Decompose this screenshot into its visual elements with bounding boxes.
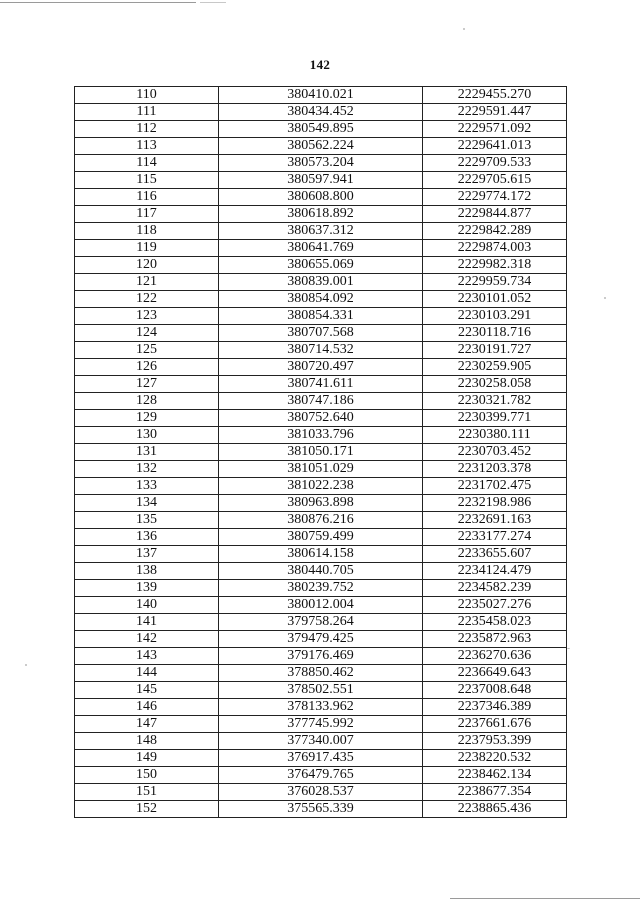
point-number-cell: 118	[75, 223, 219, 240]
x-coordinate-cell: 381051.029	[219, 461, 423, 478]
scan-edge-top	[0, 2, 196, 3]
table-row	[75, 682, 567, 699]
y-coordinate-cell: 2230103.291	[423, 308, 567, 325]
x-coordinate-cell: 380839.001	[219, 274, 423, 291]
table-row	[75, 427, 567, 444]
x-coordinate-cell: 380720.497	[219, 359, 423, 376]
x-coordinate-cell: 376917.435	[219, 750, 423, 767]
y-coordinate-cell: 2238462.134	[423, 767, 567, 784]
table-row	[75, 614, 567, 631]
x-coordinate-cell: 380562.224	[219, 138, 423, 155]
table-row	[75, 665, 567, 682]
y-coordinate-cell: 2229641.013	[423, 138, 567, 155]
point-number-cell: 127	[75, 376, 219, 393]
x-coordinate-cell: 379176.469	[219, 648, 423, 665]
point-number-cell: 126	[75, 359, 219, 376]
x-coordinate-cell: 381033.796	[219, 427, 423, 444]
table-row	[75, 784, 567, 801]
y-coordinate-cell: 2235872.963	[423, 631, 567, 648]
table-row	[75, 257, 567, 274]
x-coordinate-cell: 377340.007	[219, 733, 423, 750]
y-coordinate-cell: 2230380.111	[423, 427, 567, 444]
y-coordinate-cell: 2233177.274	[423, 529, 567, 546]
coordinates-table	[74, 86, 567, 818]
table-row	[75, 87, 567, 104]
y-coordinate-cell: 2235458.023	[423, 614, 567, 631]
table-row	[75, 716, 567, 733]
point-number-cell: 146	[75, 699, 219, 716]
point-number-cell: 145	[75, 682, 219, 699]
point-number-cell: 110	[75, 87, 219, 104]
point-number-cell: 130	[75, 427, 219, 444]
scan-speck	[463, 28, 465, 30]
y-coordinate-cell: 2229844.877	[423, 206, 567, 223]
point-number-cell: 117	[75, 206, 219, 223]
point-number-cell: 137	[75, 546, 219, 563]
y-coordinate-cell: 2229571.092	[423, 121, 567, 138]
point-number-cell: 112	[75, 121, 219, 138]
point-number-cell: 138	[75, 563, 219, 580]
y-coordinate-cell: 2230399.771	[423, 410, 567, 427]
y-coordinate-cell: 2234582.239	[423, 580, 567, 597]
point-number-cell: 144	[75, 665, 219, 682]
table-row	[75, 563, 567, 580]
table-row	[75, 801, 567, 818]
x-coordinate-cell: 380747.186	[219, 393, 423, 410]
point-number-cell: 129	[75, 410, 219, 427]
x-coordinate-cell: 380637.312	[219, 223, 423, 240]
x-coordinate-cell: 380012.004	[219, 597, 423, 614]
x-coordinate-cell: 380655.069	[219, 257, 423, 274]
y-coordinate-cell: 2230191.727	[423, 342, 567, 359]
y-coordinate-cell: 2230101.052	[423, 291, 567, 308]
y-coordinate-cell: 2238865.436	[423, 801, 567, 818]
point-number-cell: 111	[75, 104, 219, 121]
table-row	[75, 325, 567, 342]
table-row	[75, 223, 567, 240]
table-row	[75, 172, 567, 189]
scan-edge-top-dash	[200, 2, 226, 3]
point-number-cell: 115	[75, 172, 219, 189]
table-row	[75, 240, 567, 257]
table-row	[75, 495, 567, 512]
y-coordinate-cell: 2229874.003	[423, 240, 567, 257]
x-coordinate-cell: 378133.962	[219, 699, 423, 716]
x-coordinate-cell: 379479.425	[219, 631, 423, 648]
x-coordinate-cell: 380410.021	[219, 87, 423, 104]
x-coordinate-cell: 380641.769	[219, 240, 423, 257]
x-coordinate-cell: 378502.551	[219, 682, 423, 699]
point-number-cell: 140	[75, 597, 219, 614]
point-number-cell: 124	[75, 325, 219, 342]
y-coordinate-cell: 2236649.643	[423, 665, 567, 682]
x-coordinate-cell: 378850.462	[219, 665, 423, 682]
table-row	[75, 699, 567, 716]
y-coordinate-cell: 2230258.058	[423, 376, 567, 393]
y-coordinate-cell: 2233655.607	[423, 546, 567, 563]
table-row	[75, 359, 567, 376]
table-row	[75, 529, 567, 546]
x-coordinate-cell: 380573.204	[219, 155, 423, 172]
point-number-cell: 125	[75, 342, 219, 359]
point-number-cell: 143	[75, 648, 219, 665]
scan-speck	[25, 664, 27, 666]
y-coordinate-cell: 2237661.676	[423, 716, 567, 733]
x-coordinate-cell: 379758.264	[219, 614, 423, 631]
table-row	[75, 546, 567, 563]
table-row	[75, 138, 567, 155]
x-coordinate-cell: 380854.092	[219, 291, 423, 308]
table-row	[75, 155, 567, 172]
x-coordinate-cell: 380759.499	[219, 529, 423, 546]
y-coordinate-cell: 2237346.389	[423, 699, 567, 716]
point-number-cell: 113	[75, 138, 219, 155]
y-coordinate-cell: 2231702.475	[423, 478, 567, 495]
y-coordinate-cell: 2229959.734	[423, 274, 567, 291]
scan-speck	[567, 648, 570, 649]
y-coordinate-cell: 2237008.648	[423, 682, 567, 699]
x-coordinate-cell: 380752.640	[219, 410, 423, 427]
table-row	[75, 733, 567, 750]
x-coordinate-cell: 380614.158	[219, 546, 423, 563]
point-number-cell: 147	[75, 716, 219, 733]
scan-speck	[604, 297, 606, 299]
y-coordinate-cell: 2234124.479	[423, 563, 567, 580]
y-coordinate-cell: 2229842.289	[423, 223, 567, 240]
table-row	[75, 393, 567, 410]
x-coordinate-cell: 380741.611	[219, 376, 423, 393]
x-coordinate-cell: 380963.898	[219, 495, 423, 512]
coordinates-table-body	[75, 87, 567, 818]
x-coordinate-cell: 381050.171	[219, 444, 423, 461]
x-coordinate-cell: 376479.765	[219, 767, 423, 784]
x-coordinate-cell: 380876.216	[219, 512, 423, 529]
point-number-cell: 132	[75, 461, 219, 478]
point-number-cell: 151	[75, 784, 219, 801]
point-number-cell: 128	[75, 393, 219, 410]
y-coordinate-cell: 2238220.532	[423, 750, 567, 767]
table-row	[75, 631, 567, 648]
x-coordinate-cell: 380714.532	[219, 342, 423, 359]
y-coordinate-cell: 2229455.270	[423, 87, 567, 104]
table-row	[75, 104, 567, 121]
point-number-cell: 148	[75, 733, 219, 750]
y-coordinate-cell: 2237953.399	[423, 733, 567, 750]
point-number-cell: 119	[75, 240, 219, 257]
y-coordinate-cell: 2230259.905	[423, 359, 567, 376]
y-coordinate-cell: 2235027.276	[423, 597, 567, 614]
x-coordinate-cell: 380440.705	[219, 563, 423, 580]
y-coordinate-cell: 2232691.163	[423, 512, 567, 529]
point-number-cell: 123	[75, 308, 219, 325]
x-coordinate-cell: 380239.752	[219, 580, 423, 597]
table-row	[75, 308, 567, 325]
x-coordinate-cell: 380608.800	[219, 189, 423, 206]
point-number-cell: 122	[75, 291, 219, 308]
point-number-cell: 142	[75, 631, 219, 648]
point-number-cell: 149	[75, 750, 219, 767]
x-coordinate-cell: 380549.895	[219, 121, 423, 138]
x-coordinate-cell: 380707.568	[219, 325, 423, 342]
x-coordinate-cell: 380434.452	[219, 104, 423, 121]
table-row	[75, 444, 567, 461]
table-row	[75, 597, 567, 614]
point-number-cell: 131	[75, 444, 219, 461]
table-row	[75, 410, 567, 427]
table-row	[75, 189, 567, 206]
y-coordinate-cell: 2231203.378	[423, 461, 567, 478]
table-row	[75, 750, 567, 767]
point-number-cell: 133	[75, 478, 219, 495]
point-number-cell: 116	[75, 189, 219, 206]
x-coordinate-cell: 380597.941	[219, 172, 423, 189]
y-coordinate-cell: 2229709.533	[423, 155, 567, 172]
point-number-cell: 139	[75, 580, 219, 597]
y-coordinate-cell: 2229591.447	[423, 104, 567, 121]
y-coordinate-cell: 2230321.782	[423, 393, 567, 410]
point-number-cell: 150	[75, 767, 219, 784]
y-coordinate-cell: 2236270.636	[423, 648, 567, 665]
table-row	[75, 512, 567, 529]
table-row	[75, 767, 567, 784]
y-coordinate-cell: 2229982.318	[423, 257, 567, 274]
table-row	[75, 461, 567, 478]
table-row	[75, 206, 567, 223]
x-coordinate-cell: 375565.339	[219, 801, 423, 818]
point-number-cell: 120	[75, 257, 219, 274]
scan-edge-bottom	[450, 898, 640, 899]
x-coordinate-cell: 381022.238	[219, 478, 423, 495]
table-row	[75, 274, 567, 291]
page-number: 142	[309, 57, 331, 72]
table-row	[75, 478, 567, 495]
point-number-cell: 121	[75, 274, 219, 291]
x-coordinate-cell: 380854.331	[219, 308, 423, 325]
table-row	[75, 291, 567, 308]
table-row	[75, 648, 567, 665]
table-row	[75, 376, 567, 393]
point-number-cell: 134	[75, 495, 219, 512]
point-number-cell: 114	[75, 155, 219, 172]
y-coordinate-cell: 2229774.172	[423, 189, 567, 206]
y-coordinate-cell: 2230703.452	[423, 444, 567, 461]
y-coordinate-cell: 2238677.354	[423, 784, 567, 801]
point-number-cell: 152	[75, 801, 219, 818]
x-coordinate-cell: 376028.537	[219, 784, 423, 801]
table-row	[75, 580, 567, 597]
table-row	[75, 342, 567, 359]
point-number-cell: 135	[75, 512, 219, 529]
y-coordinate-cell: 2229705.615	[423, 172, 567, 189]
x-coordinate-cell: 377745.992	[219, 716, 423, 733]
y-coordinate-cell: 2232198.986	[423, 495, 567, 512]
table-row	[75, 121, 567, 138]
x-coordinate-cell: 380618.892	[219, 206, 423, 223]
point-number-cell: 136	[75, 529, 219, 546]
point-number-cell: 141	[75, 614, 219, 631]
y-coordinate-cell: 2230118.716	[423, 325, 567, 342]
